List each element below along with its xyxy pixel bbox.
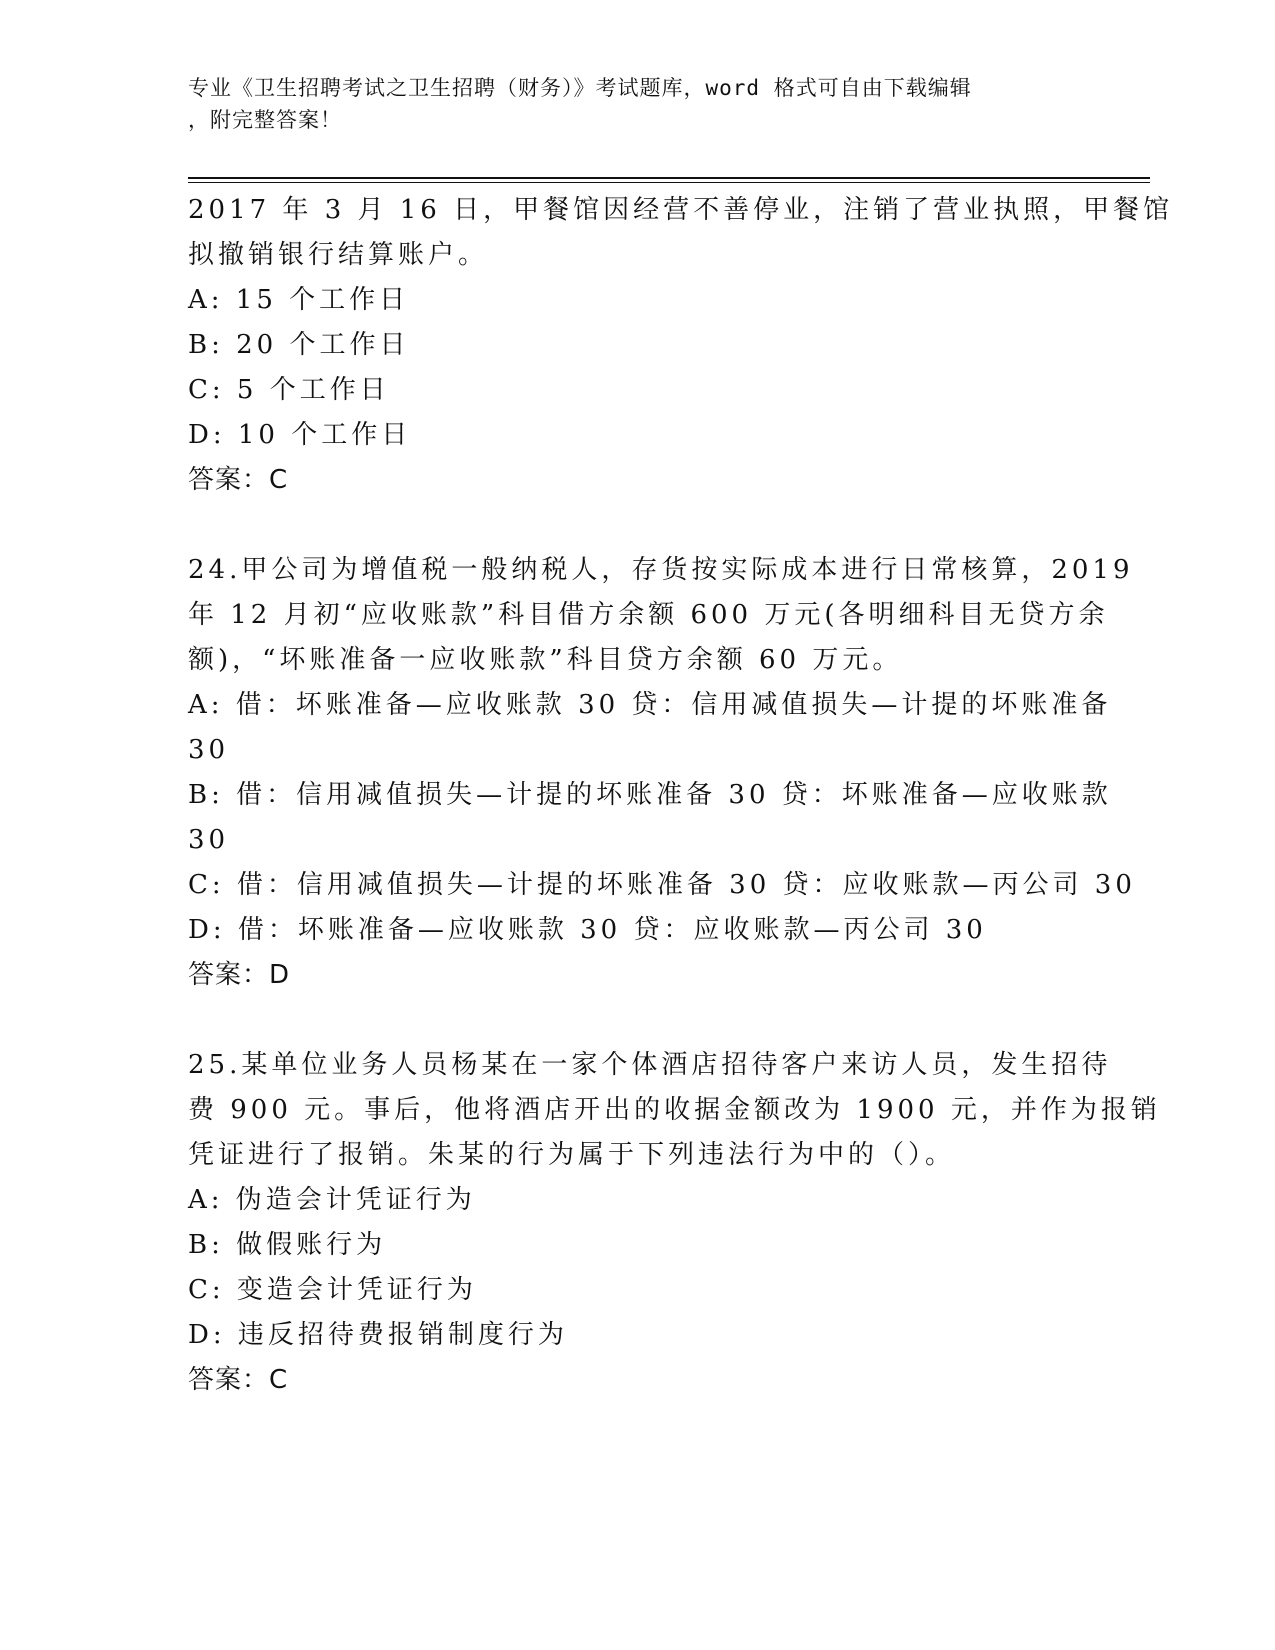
option-a: A: 伪造会计凭证行为 — [188, 1185, 476, 1215]
question-stem-line: 2017 年 3 月 16 日，甲餐馆因经营不善停业，注销了营业执照，甲餐馆 — [188, 195, 1174, 225]
option-b: B: 20 个工作日 — [188, 330, 410, 360]
question-stem-line: 费 900 元。事后，他将酒店开出的收据金额改为 1900 元，并作为报销 — [188, 1095, 1161, 1125]
header-rule-thin — [188, 182, 1150, 183]
option-b-continued: 30 — [188, 825, 230, 855]
option-b: B: 借：信用减值损失—计提的坏账准备 30 贷：坏账准备—应收账款 — [188, 780, 1112, 810]
option-a: A: 15 个工作日 — [188, 285, 410, 315]
page-header — [188, 72, 1088, 136]
question-stem-line: 拟撤销银行结算账户。 — [188, 240, 489, 270]
header-line-2: ，附完整答案！ — [188, 108, 342, 132]
option-a: A: 借：坏账准备—应收账款 30 贷：信用减值损失—计提的坏账准备 — [188, 690, 1112, 720]
option-c: C: 借：信用减值损失—计提的坏账准备 30 贷：应收账款—丙公司 30 — [188, 870, 1136, 900]
question-stem-line: 24.甲公司为增值税一般纳税人，存货按实际成本进行日常核算，2019 — [188, 555, 1134, 585]
header-line-1: 专业《卫生招聘考试之卫生招聘（财务）》考试题库，word 格式可自由下载编辑 — [188, 76, 972, 100]
option-a-continued: 30 — [188, 735, 230, 765]
answer-line: 答案：C — [188, 1365, 289, 1395]
question-stem-line: 年 12 月初“应收账款”科目借方余额 600 万元(各明细科目无贷方余 — [188, 600, 1109, 630]
option-d: D: 借：坏账准备—应收账款 30 贷：应收账款—丙公司 30 — [188, 915, 987, 945]
question-23 — [188, 188, 1174, 503]
question-spacer — [188, 998, 1088, 1043]
question-stem-line: 额)，“坏账准备一应收账款”科目贷方余额 60 万元。 — [188, 645, 903, 675]
option-c: C: 5 个工作日 — [188, 375, 390, 405]
question-list — [188, 188, 1174, 1403]
answer-line: 答案：C — [188, 465, 289, 495]
option-d: D: 10 个工作日 — [188, 420, 412, 450]
question-25 — [188, 1043, 1161, 1403]
option-c: C: 变造会计凭证行为 — [188, 1275, 477, 1305]
header-rule — [188, 177, 1150, 179]
question-24 — [188, 548, 1136, 998]
answer-line: 答案：D — [188, 960, 291, 990]
question-spacer — [188, 503, 1088, 548]
question-stem-line: 25.某单位业务人员杨某在一家个体酒店招待客户来访人员，发生招待 — [188, 1050, 1112, 1080]
question-stem-line: 凭证进行了报销。朱某的行为属于下列违法行为中的（）。 — [188, 1140, 956, 1170]
option-b: B: 做假账行为 — [188, 1230, 387, 1260]
option-d: D: 违反招待费报销制度行为 — [188, 1320, 568, 1350]
